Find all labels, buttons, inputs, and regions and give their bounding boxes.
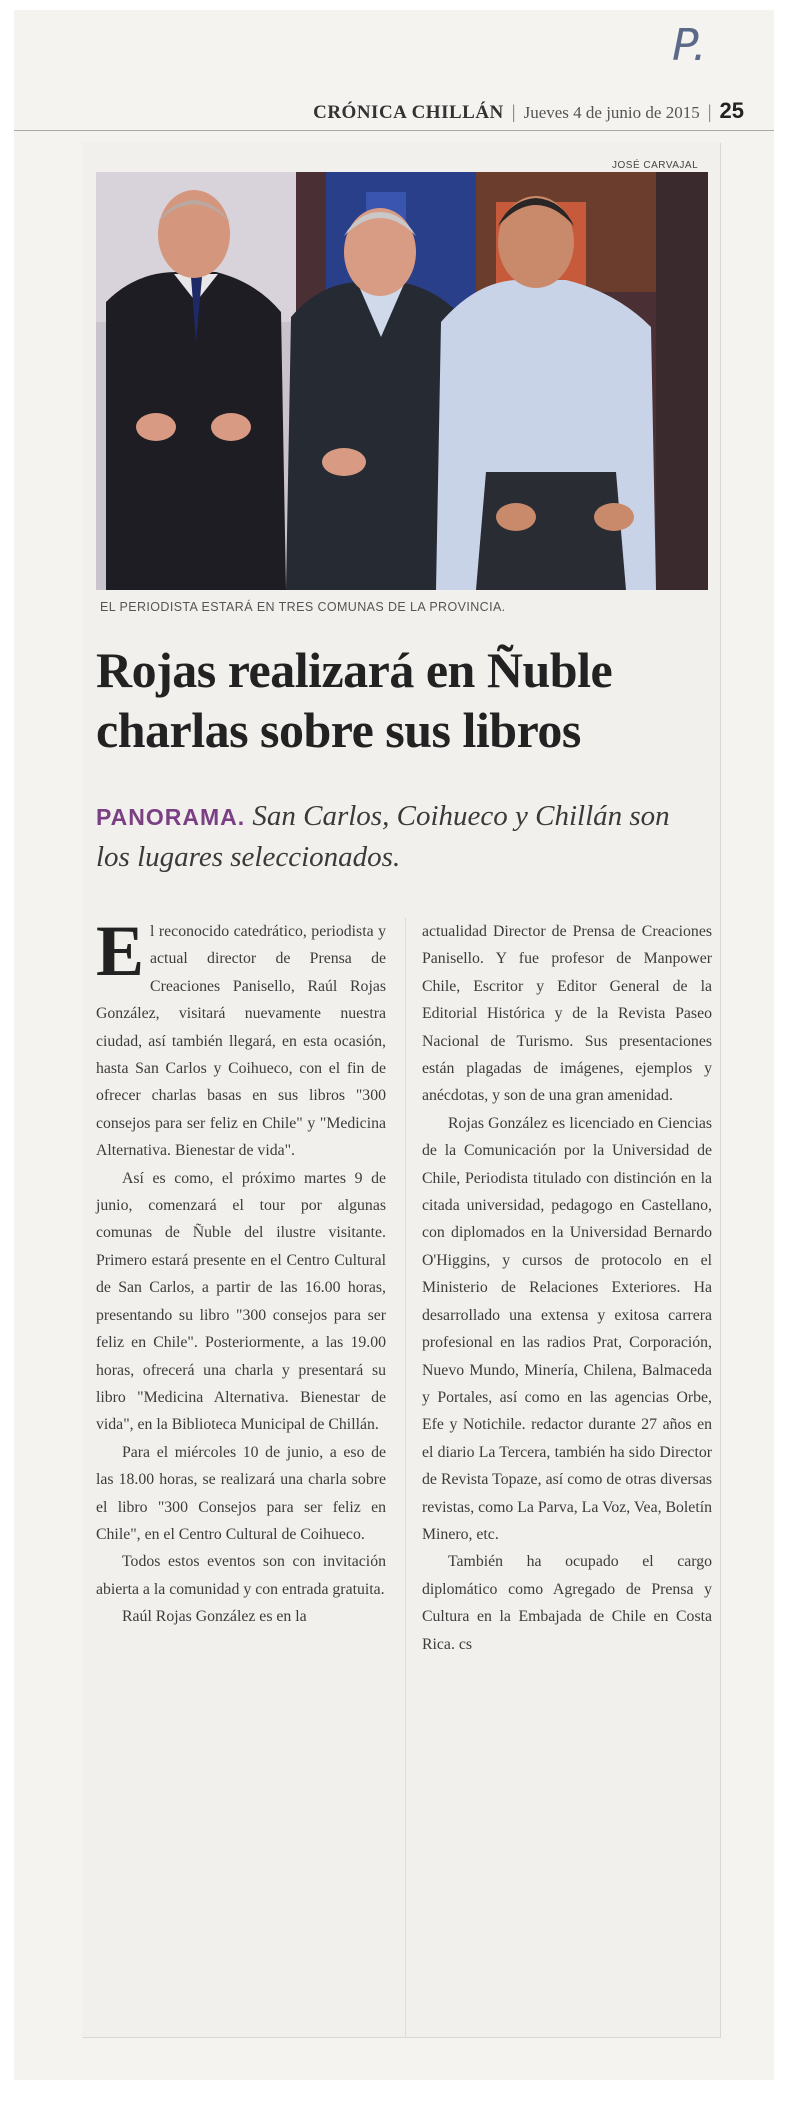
photo-three-men [96,172,708,590]
paragraph: Todos estos eventos son con invitación abierta a la comunidad y con entrada gratuita. [96,1553,386,1598]
article-lead [96,796,696,877]
drop-cap: E [96,911,145,991]
lead-text: San Carlos, Coihueco y Chillán son los lugares seleccionados. [96,800,670,873]
column-divider [405,918,406,2038]
headline-line-1: Rojas realizará en Ñuble [96,642,613,698]
paragraph: actualidad Director de Prensa de Creaciones Panisello. Y fue profesor de Manpower Chile, Escritor y Editor General de la Editorial Histórica y de la Revista Paseo Nacional de Turismo. Sus presentaciones están plagadas de imágenes, ejemplos y anécdotas, y son de una gran amenidad. [422,923,712,1105]
article-column-2 [422,918,712,1658]
page-number: 25 [719,98,744,123]
paragraph: También ha ocupado el cargo diplomático como Agregado de Prensa y Cultura en la Embajada de Chile en Costa Rica. cs [422,1553,712,1653]
paragraph: Rojas González es licenciado en Ciencias de la Comunicación por la Universidad de Chile, Periodista titulado con distinción en la citada universidad, pedagogo en Castellano, con diplomados en la Universidad Bernardo O'Higgins, y cursos de protocolo en el Ministerio de Relaciones Exteriores. Ha desarrollado una extensa y exitosa carrera profesional en las radios Prat, Corporación, Nuevo Mundo, Minería, Chilena, Balmaceda y Portales, así como en las agencias Orbe, Efe y Notichile. redactor durante 27 años en el diario La Tercera, también ha sido Director de Revista Topaze, así como de otras diversas revistas, como La Parva, La Voz, Vea, Boletín Minero, etc. [422,1114,712,1543]
header-separator: | [707,102,712,123]
photo-credit: JOSÉ CARVAJAL [612,160,699,171]
article-headline [96,640,706,760]
handwritten-mark: P. [672,20,707,71]
paragraph: Así es como, el próximo martes 9 de junio, comenzará el tour por algunas comunas de Ñuble del ilustre visitante. Primero estará presente en el Centro Cultural de San Carlos, a partir de las 16.00 horas, presentando su libro "300 consejos para ser feliz en Chile". Posteriormente, a las 19.00 horas, ofrecerá una charla y presentará su libro "Medicina Alternativa. Bienestar de vida", en la Biblioteca Municipal de Chillán. [96,1169,386,1434]
paragraph: Raúl Rojas González es en la [122,1608,307,1626]
running-header [14,92,774,131]
header-separator: | [511,102,516,123]
publication-date: Jueves 4 de junio de 2015 [523,103,700,122]
paragraph: El reconocido catedrático, periodista y actual director de Prensa de Creaciones Panisello, Raúl Rojas González, visitará nuevamente nuestra ciudad, así también llegará, en esta ocasión, hasta San Carlos y Coihueco, con el fin de ofrecer charlas basas en sus libros "300 consejos para ser feliz en Chile" y "Medicina Alternativa. Bienestar de vida". [96,911,386,1160]
article-photo [96,172,708,590]
newspaper-name: CRÓNICA CHILLÁN [313,102,504,123]
section-kicker: PANORAMA. [96,804,246,830]
article-column-1 [96,911,386,1631]
paragraph: Para el miércoles 10 de junio, a eso de las 18.00 horas, se realizará una charla sobre el libro "300 Consejos para ser feliz en Chile", en el Centro Cultural de Coihueco. [96,1443,386,1543]
headline-line-2: charlas sobre sus libros [96,702,581,758]
photo-caption: EL PERIODISTA ESTARÁ EN TRES COMUNAS DE LA PROVINCIA. [100,600,506,614]
